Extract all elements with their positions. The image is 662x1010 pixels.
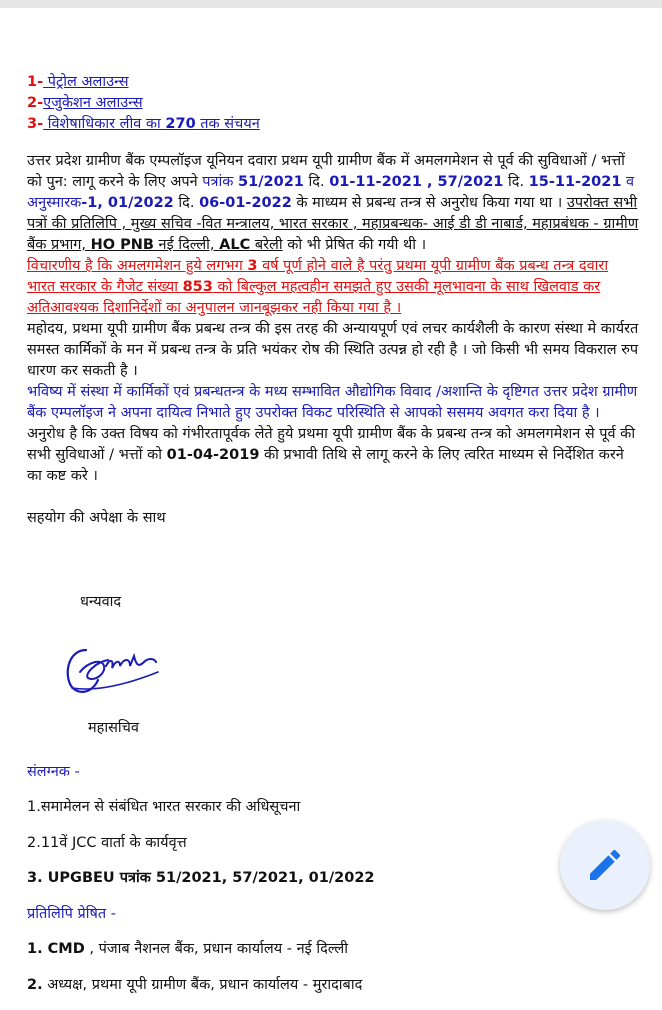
enclosure-item: 1.समामेलन से संबंधित भारत सरकार की अधिसूचना — [27, 799, 301, 815]
top-bar — [0, 0, 662, 8]
signature-image — [58, 632, 168, 702]
paragraph-appeal: अनुरोध है कि उक्त विषय को गंभीरतापूर्वक लेते हुये प्रथमा यूपी ग्रामीण बैंक के प्रबन्ध तन्त्र को अमलगमेशन से पूर्व की सभी सुविधाओं / भत्तों को 01-04-2019 की प्रभावी तिथि से लागू करने के लिए त्वरित माध्यम से निर्देशित करने का कष्ट करे । — [27, 426, 636, 484]
enclosures-section — [27, 747, 639, 1010]
closing-line: सहयोग की अपेक्षा के साथ — [27, 510, 166, 526]
list-item-1: 1- पेट्रोल अलाउन्स — [27, 74, 129, 90]
paragraph-grievance: महोदय, प्रथमा यूपी ग्रामीण बैंक प्रबन्ध तन्त्र की इस तरह की अन्यायपूर्ण एवं लचर कार्यशैली के कारण संस्था मे कार्यरत समस्त कार्मिकों के मन में प्रबन्ध तन्त्र के प्रति भयंकर रोष की स्थिति उत्पन्न हो रही है । जो किसी भी समय विकराल रुप धारण कर सकती है । — [27, 321, 639, 379]
edit-button[interactable] — [560, 820, 650, 910]
paragraph-warning: भविष्य में संस्था में कार्मिकों एवं प्रबन्धतन्त्र के मध्य सम्भावित औद्योगिक विवाद /अशान्ति के दृष्टिगत उत्तर प्रदेश ग्रामीण बैंक एम्पलॉइज ने अपना दायित्व निभाते हुए उपरोक्त विकट परिस्थिति से आपको ससमय अवगत करा दिया है । — [27, 384, 638, 421]
enclosure-item: 3. UPGBEU पत्रांक 51/2021, 57/2021, 01/2022 — [27, 870, 375, 886]
list-item-3: 3- विशेषाधिकार लीव का 270 तक संचयन — [27, 116, 260, 132]
copy-item: 1. CMD , पंजाब नैशनल बैंक, प्रधान कार्यालय - नई दिल्ली — [27, 941, 348, 957]
list-item-2: 2-एजुकेशन अलाउन्स — [27, 95, 143, 111]
paragraph-concern: विचारणीय है कि अमलगमेशन हुये लगभग 3 वर्ष पूर्ण होने वाले है परंतु प्रथमा यूपी ग्रामीण बैंक प्रबन्ध तन्त्र दवारा भारत सरकार के गैजेट संख्या 853 को बिल्कुल महत्वहीन समझते हुए उसकी मूलभावना के साथ खिलवाड कर अतिआवश्यक दिशानिर्देशों का अनुपालन जानबूझकर नही किया गया है । — [27, 258, 609, 316]
enclosures-heading: संलग्नक - — [27, 763, 80, 780]
pencil-icon — [585, 845, 625, 885]
enclosure-item: 2.11वें JCC वार्ता के कार्यवृत्त — [27, 834, 187, 851]
paragraph-request: उत्तर प्रदेश ग्रामीण बैंक एम्पलॉइज यूनियन दवारा प्रथम यूपी ग्रामीण बैंक में अमलगमेशन से पूर्व की सुविधाओं / भत्तों को पुन: लागू करने के लिए अपने पत्रांक 51/2021 दि. 01-11-2021 , 57/2021 दि. 15-11-2021 व अनुस्मारक-1, 01/2022 दि. 06-01-2022 के माध्यम से प्रबन्ध तन्त्र से अनुरोध किया गया था । उपरोक्त सभी पत्रों की प्रतिलिपि , मुख्य सचिव -वित मन्त्रालय, भारत सरकार , महाप्रबन्धक- आई डी डी नाबार्ड, महाप्रबंधक - ग्रामीण बैंक प्रभाग, HO PNB नई दिल्ली, ALC बरेली को भी प्रेषित की गयी थी । — [27, 153, 639, 253]
copies-heading: प्रतिलिपि प्रेषित - — [27, 905, 116, 922]
thanks-text: धन्यवाद — [80, 594, 122, 610]
designation-text: महासचिव — [88, 720, 139, 736]
letter-body — [27, 72, 639, 529]
copy-item: 2. अध्यक्ष, प्रथमा यूपी ग्रामीण बैंक, प्रधान कार्यालय - मुरादाबाद — [27, 976, 363, 993]
